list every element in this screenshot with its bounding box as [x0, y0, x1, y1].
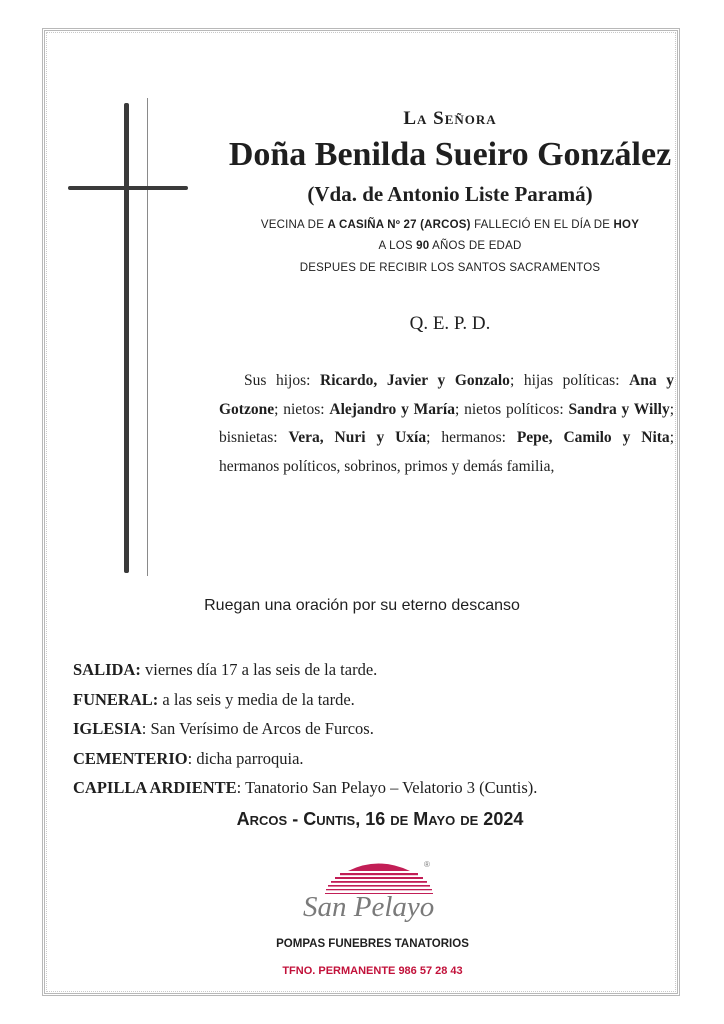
prayer-line: Ruegan una oración por su eterno descanso — [204, 597, 520, 614]
cross-shadow-line — [147, 98, 148, 576]
logo-text: San Pelayo — [303, 891, 435, 923]
cross-crossbar — [68, 186, 188, 190]
family-paragraph: Sus hijos: Ricardo, Javier y Gonzalo; hijas políticas: Ana y Gotzone; nietos: Alejandro y María; nietos políticos: Sandra y Willy; bisnietas: Vera, Nuri y Uxía; hermanos: Pepe, Camilo y Nita; hermanos políticos, sobrinos, primos y demás familia, — [219, 372, 675, 475]
place-date: Arcos - Cuntis, 16 de Mayo de 2024 — [236, 809, 524, 829]
detail-capilla: CAPILLA ARDIENTE: Tanatorio San Pelayo – Velatorio 3 (Cuntis). — [73, 778, 538, 797]
cross-icon — [124, 103, 129, 573]
info-line-2: A LOS 90 AÑOS DE EDAD — [378, 240, 522, 252]
san-pelayo-logo — [300, 855, 450, 932]
detail-salida: SALIDA: viernes día 17 a las seis de la tarde. — [73, 660, 378, 679]
widow-of: (Vda. de Antonio Liste Paramá) — [307, 182, 593, 206]
logo-graphic — [300, 855, 450, 927]
company-tagline: POMPAS FUNEBRES TANATORIOS — [276, 938, 469, 950]
qepd: Q. E. P. D. — [409, 313, 491, 334]
deceased-name: Doña Benilda Sueiro González — [228, 136, 672, 173]
detail-cementerio: CEMENTERIO: dicha parroquia. — [73, 748, 304, 768]
detail-funeral: FUNERAL: a las seis y media de la tarde. — [73, 689, 355, 709]
service-details — [73, 655, 537, 803]
page-border-inner — [46, 32, 676, 992]
info-line-1: VECINA DE A CASIÑA Nº 27 (ARCOS) FALLECIÓ EN EL DÍA DE HOY — [260, 219, 640, 231]
honorific-title: La Señora — [403, 108, 497, 129]
phone-number: TFNO. PERMANENTE 986 57 28 43 — [282, 965, 463, 977]
detail-iglesia: IGLESIA: San Verísimo de Arcos de Furcos. — [73, 719, 374, 738]
registered-mark: ® — [424, 860, 430, 869]
info-line-3: DESPUES DE RECIBIR LOS SANTOS SACRAMENTOS — [299, 262, 601, 274]
